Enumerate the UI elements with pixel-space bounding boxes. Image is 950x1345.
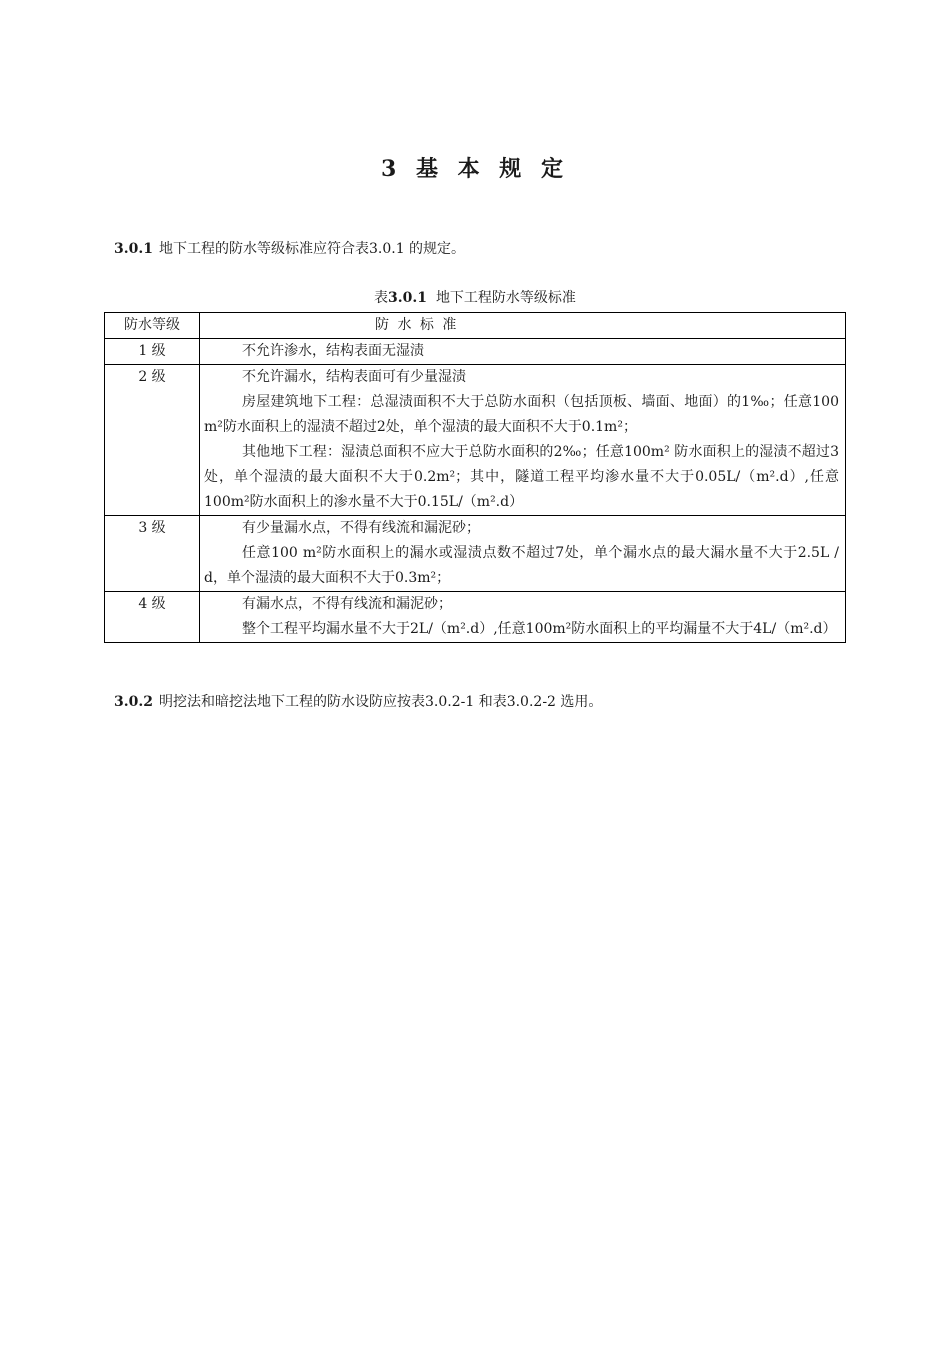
table-row	[105, 339, 846, 365]
grade-cell: 1 级	[105, 339, 200, 365]
page-title: 3 基 本 规 定	[381, 156, 569, 182]
standard-cell	[200, 516, 846, 592]
standard-paragraph: 不允许漏水，结构表面可有少量湿渍	[242, 369, 466, 385]
clause-text: 明挖法和暗挖法地下工程的防水设防应按表3.0.2-1 和表3.0.2-2 选用。	[158, 694, 603, 710]
standard-paragraph: 其他地下工程：湿渍总面积不应大于总防水面积的2‰；任意100m² 防水面积上的湿渍不超过3处，单个湿渍的最大面积不大于0.2m²；其中，隧道工程平均渗水量不大于0.05L/（m².d）,任意100m²防水面积上的渗水量不大于0.15L/（m².d）	[204, 444, 839, 510]
clause-3-0-1	[114, 239, 465, 259]
standard-cell	[200, 592, 846, 643]
caption-number: 3.0.1	[388, 290, 428, 306]
clause-3-0-2	[114, 692, 602, 712]
caption-title: 地下工程防水等级标准	[435, 290, 576, 306]
standard-paragraph: 有少量漏水点，不得有线流和漏泥砂；	[242, 520, 480, 536]
standard-paragraph: 不允许渗水，结构表面无湿渍	[242, 343, 424, 359]
waterproof-grade-table	[104, 312, 846, 643]
table-row	[105, 365, 846, 516]
standard-paragraph: 整个工程平均漏水量不大于2L/（m².d）,任意100m²防水面积上的平均漏量不大于4L/（m².d）	[242, 621, 837, 637]
standard-cell	[200, 365, 846, 516]
header-standard: 防 水 标 准	[200, 313, 846, 339]
clause-text: 地下工程的防水等级标准应符合表3.0.1 的规定。	[158, 241, 466, 257]
grade-cell: 4 级	[105, 592, 200, 643]
caption-prefix: 表	[374, 290, 389, 306]
standard-paragraph: 房屋建筑地下工程：总湿渍面积不大于总防水面积（包括顶板、墙面、地面）的1‰；任意100 m²防水面积上的湿渍不超过2处，单个湿渍的最大面积不大于0.1m²；	[204, 394, 839, 435]
standard-paragraph: 任意100 m²防水面积上的漏水或湿渍点数不超过7处，单个漏水点的最大漏水量不大于2.5L / d，单个湿渍的最大面积不大于0.3m²；	[204, 545, 839, 586]
grade-cell: 3 级	[105, 516, 200, 592]
standard-cell	[200, 339, 846, 365]
table-header-row	[105, 313, 846, 339]
table-row	[105, 592, 846, 643]
grade-cell: 2 级	[105, 365, 200, 516]
header-grade: 防水等级	[105, 313, 200, 339]
table-caption	[0, 288, 950, 308]
clause-number: 3.0.1	[114, 241, 153, 257]
clause-number: 3.0.2	[114, 694, 153, 710]
table-row	[105, 516, 846, 592]
table-body	[105, 339, 846, 643]
standard-paragraph: 有漏水点，不得有线流和漏泥砂；	[242, 596, 452, 612]
